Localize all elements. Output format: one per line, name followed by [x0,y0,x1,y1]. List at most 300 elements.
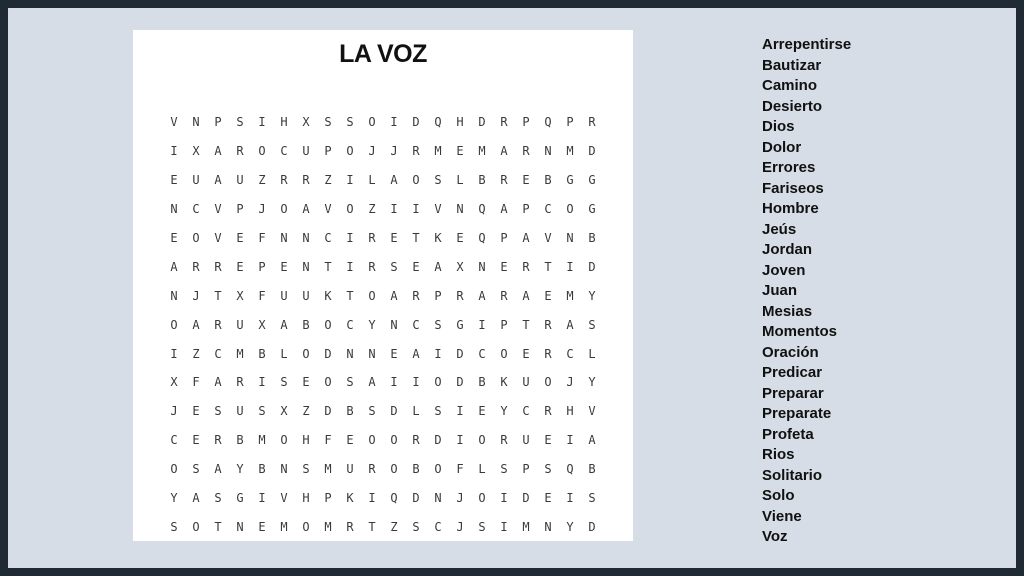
grid-letter: E [544,491,552,506]
grid-letter: M [280,519,288,534]
grid-letter: P [434,288,442,303]
word-list-item: Predicar [762,364,823,381]
grid-letter: A [412,346,420,361]
grid-letter: E [456,231,464,245]
grid-letter: E [170,231,178,245]
grid-row [163,484,603,513]
word-list-item: Dios [762,118,795,135]
grid-letter: S [412,519,420,534]
grid-letter: I [368,491,376,506]
grid-letter: A [566,317,574,332]
grid-letter: X [302,115,310,130]
grid-letter: Z [368,202,376,217]
grid-letter: E [544,288,552,303]
grid-letter: S [368,404,376,419]
grid-letter: R [544,317,552,332]
grid-letter: A [170,259,178,274]
grid-letter: M [566,144,574,159]
grid-letter: N [302,259,310,274]
grid-letter: O [500,346,508,361]
grid-letter: O [390,462,398,477]
grid-letter: V [588,404,596,419]
grid-letter: C [324,231,332,245]
grid-letter: R [588,115,596,130]
grid-letter: Y [236,462,244,477]
grid-letter: R [214,433,222,448]
grid-row [163,195,603,224]
grid-letter: M [434,144,442,159]
grid-letter: X [170,375,178,390]
grid-letter: O [368,115,376,130]
grid-letter: N [236,519,244,534]
grid-letter: S [192,462,200,477]
word-list-item: Profeta [762,425,814,443]
grid-letter: D [588,519,596,534]
grid-letter: U [236,404,244,419]
grid-letter: I [566,433,574,448]
grid-row [163,310,603,339]
grid-letter: R [412,144,420,159]
word-list-item: Voz [762,528,788,545]
grid-letter: T [522,317,530,332]
grid-letter: S [500,462,508,477]
grid-letter: D [412,115,420,130]
grid-letter: C [522,404,530,419]
grid-letter: S [434,173,442,188]
grid-letter: N [280,462,288,477]
grid-letter: P [258,259,266,274]
grid-row [163,108,603,137]
grid-letter: R [500,173,508,188]
grid-letter: S [544,462,552,477]
grid-letter: A [214,462,222,477]
grid-letter: Z [258,173,266,188]
grid-letter: R [500,433,508,448]
grid-letter: S [258,404,266,419]
word-search-puzzle [133,30,633,541]
grid-letter: O [192,231,200,245]
word-list-item: Preparate [762,405,832,422]
grid-letter: U [346,462,354,477]
grid-letter: N [544,519,552,534]
grid-letter: U [302,144,310,159]
word-list [762,35,851,548]
grid-letter: A [588,433,596,448]
grid-row [163,252,603,281]
grid-letter: L [478,462,486,477]
grid-letter: A [280,317,288,332]
grid-letter: R [368,231,376,245]
grid-letter: V [434,202,442,217]
grid-letter: U [302,288,310,303]
grid-letter: V [170,115,178,130]
word-list-item: Rios [762,446,795,463]
grid-letter: N [456,202,464,217]
word-list-item: Errores [762,159,816,176]
grid-letter: I [170,346,178,361]
grid-letter: L [588,346,596,361]
grid-letter: A [214,375,222,390]
grid-letter: O [324,375,332,390]
grid-letter: N [390,317,398,332]
grid-letter: O [390,433,398,448]
grid-letter: B [258,346,266,361]
grid-letter: F [456,462,464,477]
grid-letter: S [390,259,398,274]
grid-letter: M [324,462,332,477]
grid-row [163,224,603,253]
grid-letter: F [258,288,266,303]
grid-letter: S [214,491,222,506]
grid-letter: O [346,144,354,159]
grid-letter: N [434,491,442,506]
grid-letter: T [544,259,552,274]
grid-letter: M [566,288,574,303]
grid-letter: R [214,259,222,274]
grid-letter: O [170,462,178,477]
word-list-item: Camino [762,77,818,94]
grid-letter: E [544,433,552,448]
grid-row [163,426,603,455]
grid-letter: M [478,144,486,159]
grid-letter: S [236,115,244,130]
grid-letter: I [500,519,508,534]
grid-row [163,397,603,426]
grid-letter: C [214,346,222,361]
grid-letter: I [170,144,178,159]
grid-letter: Y [500,404,508,419]
grid-letter: D [324,346,332,361]
grid-letter: O [280,202,288,217]
word-list-item: Jordan [762,241,813,258]
grid-letter: B [544,173,552,188]
grid-row [163,368,603,397]
grid-letter: A [302,202,310,217]
puzzle-title: LA VOZ [339,40,427,68]
grid-letter: R [236,375,244,390]
grid-letter: I [346,259,354,274]
grid-letter: F [324,433,332,448]
grid-letter: R [346,519,354,534]
grid-letter: J [192,288,200,303]
grid-letter: B [258,462,266,477]
grid-letter: T [412,231,420,245]
grid-letter: A [500,202,508,217]
grid-letter: J [566,375,574,390]
word-list-item: Solo [762,487,795,504]
word-list-item: Fariseos [762,179,824,197]
grid-letter: H [280,115,288,130]
grid-letter: D [588,259,596,274]
grid-row [163,137,603,166]
word-list-item: Momentos [762,323,837,340]
word-list-item: Viene [762,507,802,525]
grid-letter: S [280,375,288,390]
grid-letter: S [434,317,442,332]
grid-row [163,455,603,484]
grid-letter: G [588,202,596,217]
grid-letter: R [280,173,288,188]
grid-letter: E [258,519,266,534]
grid-letter: I [566,259,574,274]
grid-letter: L [412,404,420,419]
grid-letter: Y [170,491,178,506]
grid-letter: A [192,317,200,332]
grid-letter: I [412,375,420,390]
grid-letter: A [522,231,530,245]
grid-letter: Y [566,519,574,534]
grid-letter: R [522,144,530,159]
grid-letter: A [390,173,398,188]
grid-letter: K [500,375,508,390]
grid-letter: X [280,404,288,419]
grid-letter: J [258,202,266,217]
grid-letter: P [500,317,508,332]
grid-letter: G [588,173,596,188]
grid-letter: E [236,259,244,274]
grid-letter: A [214,144,222,159]
grid-letter: O [412,173,420,188]
grid-letter: U [236,317,244,332]
grid-letter: N [170,202,178,217]
grid-letter: B [302,317,310,332]
grid-letter: K [324,288,332,303]
grid-letter: C [346,317,354,332]
grid-letter: R [302,173,310,188]
grid-letter: I [456,404,464,419]
grid-letter: J [456,491,464,506]
grid-letter: J [456,519,464,534]
grid-letter: E [412,259,420,274]
grid-letter: T [214,519,222,534]
grid-letter: X [258,317,266,332]
grid-letter: S [214,404,222,419]
grid-letter: O [566,202,574,217]
grid-letter: M [522,519,530,534]
word-list-item: Mesias [762,302,813,320]
grid-letter: Q [478,231,486,245]
grid-letter: M [236,346,244,361]
grid-letter: K [346,491,354,506]
grid-letter: O [434,462,442,477]
grid-letter: I [390,202,398,217]
grid-letter: A [214,173,222,188]
grid-letter: S [346,115,354,130]
grid-letter: S [346,375,354,390]
grid-letter: C [434,519,442,534]
grid-letter: R [192,259,200,274]
grid-letter: O [258,144,266,159]
grid-letter: M [258,433,266,448]
grid-letter: A [478,288,486,303]
grid-letter: I [500,491,508,506]
grid-letter: L [280,346,288,361]
grid-letter: Z [324,173,332,188]
grid-letter: P [522,115,530,130]
grid-letter: P [566,115,574,130]
grid-letter: R [544,404,552,419]
grid-letter: I [412,202,420,217]
grid-letter: T [346,288,354,303]
grid-letter: Z [192,346,200,361]
grid-letter: B [236,433,244,448]
grid-letter: O [478,491,486,506]
word-list-item: Oración [762,343,819,361]
grid-letter: C [280,144,288,159]
slide [8,8,1016,568]
grid-letter: X [192,144,200,159]
grid-letter: I [258,115,266,130]
word-list-item: Joven [762,261,806,279]
grid-row [163,281,603,310]
grid-letter: U [522,433,530,448]
grid-letter: A [522,288,530,303]
grid-letter: E [522,346,530,361]
grid-letter: N [478,259,486,274]
grid-letter: E [346,433,354,448]
grid-letter: E [390,346,398,361]
grid-letter: I [456,433,464,448]
grid-letter: P [324,491,332,506]
grid-letter: D [478,115,486,130]
grid-letter: T [214,288,222,303]
grid-letter: Q [434,115,442,130]
grid-letter: Z [302,404,310,419]
grid-letter: R [500,288,508,303]
grid-letter: S [588,491,596,506]
grid-letter: I [258,375,266,390]
grid-letter: O [302,519,310,534]
grid-letter: V [214,202,222,217]
grid-letter: Y [368,317,376,332]
grid-letter: E [302,375,310,390]
grid-letter: E [236,231,244,245]
grid-letter: E [192,433,200,448]
grid-letter: P [214,115,222,130]
grid-letter: R [368,462,376,477]
grid-letter: S [588,317,596,332]
grid-letter: Y [588,288,596,303]
grid-letter: O [324,317,332,332]
grid-letter: V [544,231,552,245]
grid-letter: B [478,173,486,188]
grid-letter: I [390,375,398,390]
grid-letter: S [434,404,442,419]
grid-letter: G [456,317,464,332]
grid-letter: N [280,231,288,245]
grid-letter: M [324,519,332,534]
word-list-item: Preparar [762,384,824,402]
grid-letter: S [302,462,310,477]
word-list-item: Bautizar [762,56,822,74]
grid-letter: O [192,519,200,534]
grid-letter: P [236,202,244,217]
grid-letter: O [170,317,178,332]
grid-letter: H [302,433,310,448]
word-list-item: Hombre [762,200,819,217]
grid-letter: C [412,317,420,332]
grid-letter: T [368,519,376,534]
grid-letter: P [500,231,508,245]
grid-letter: E [192,404,200,419]
grid-letter: O [280,433,288,448]
grid-letter: R [368,259,376,274]
grid-letter: J [390,144,398,159]
grid-letter: A [434,259,442,274]
grid-letter: B [588,462,596,477]
grid-letter: O [368,433,376,448]
grid-letter: K [434,231,442,245]
grid-letter: I [434,346,442,361]
grid-letter: I [346,231,354,245]
grid-letter: R [236,144,244,159]
grid-letter: R [456,288,464,303]
grid-letter: A [390,288,398,303]
grid-letter: E [170,173,178,188]
grid-letter: J [170,404,178,419]
grid-letter: G [236,491,244,506]
grid-letter: E [500,259,508,274]
word-list-item: Jeús [762,220,797,238]
grid-letter: X [236,288,244,303]
grid-letter: B [412,462,420,477]
grid-letter: E [478,404,486,419]
grid-letter: R [214,317,222,332]
word-list-item: Juan [762,282,798,299]
grid-letter: Y [588,375,596,390]
grid-row [163,166,603,195]
grid-letter: B [346,404,354,419]
grid-letter: A [192,491,200,506]
grid-letter: U [192,173,200,188]
grid-letter: B [478,375,486,390]
grid-letter: H [302,491,310,506]
letter-grid [163,108,603,541]
grid-letter: P [522,462,530,477]
grid-letter: O [478,433,486,448]
grid-letter: N [566,231,574,245]
grid-letter: F [192,375,200,390]
grid-letter: R [500,115,508,130]
grid-letter: V [214,231,222,245]
grid-letter: S [170,519,178,534]
grid-letter: F [258,231,266,245]
grid-letter: I [390,115,398,130]
grid-letter: D [434,433,442,448]
grid-letter: R [412,288,420,303]
grid-letter: C [170,433,178,448]
grid-letter: H [456,115,464,130]
grid-letter: O [346,202,354,217]
word-list-item: Solitario [762,466,823,484]
grid-letter: D [390,404,398,419]
grid-letter: R [544,346,552,361]
grid-letter: N [302,231,310,245]
grid-letter: N [192,115,200,130]
grid-letter: C [544,202,552,217]
grid-letter: B [588,231,596,245]
grid-letter: E [390,231,398,245]
grid-letter: I [346,173,354,188]
grid-letter: N [544,144,552,159]
grid-letter: V [324,202,332,217]
word-list-item: Arrepentirse [762,36,852,53]
grid-letter: P [324,144,332,159]
grid-letter: D [456,346,464,361]
grid-letter: Z [390,519,398,534]
word-list-item: Dolor [762,138,802,156]
grid-row [163,339,603,368]
